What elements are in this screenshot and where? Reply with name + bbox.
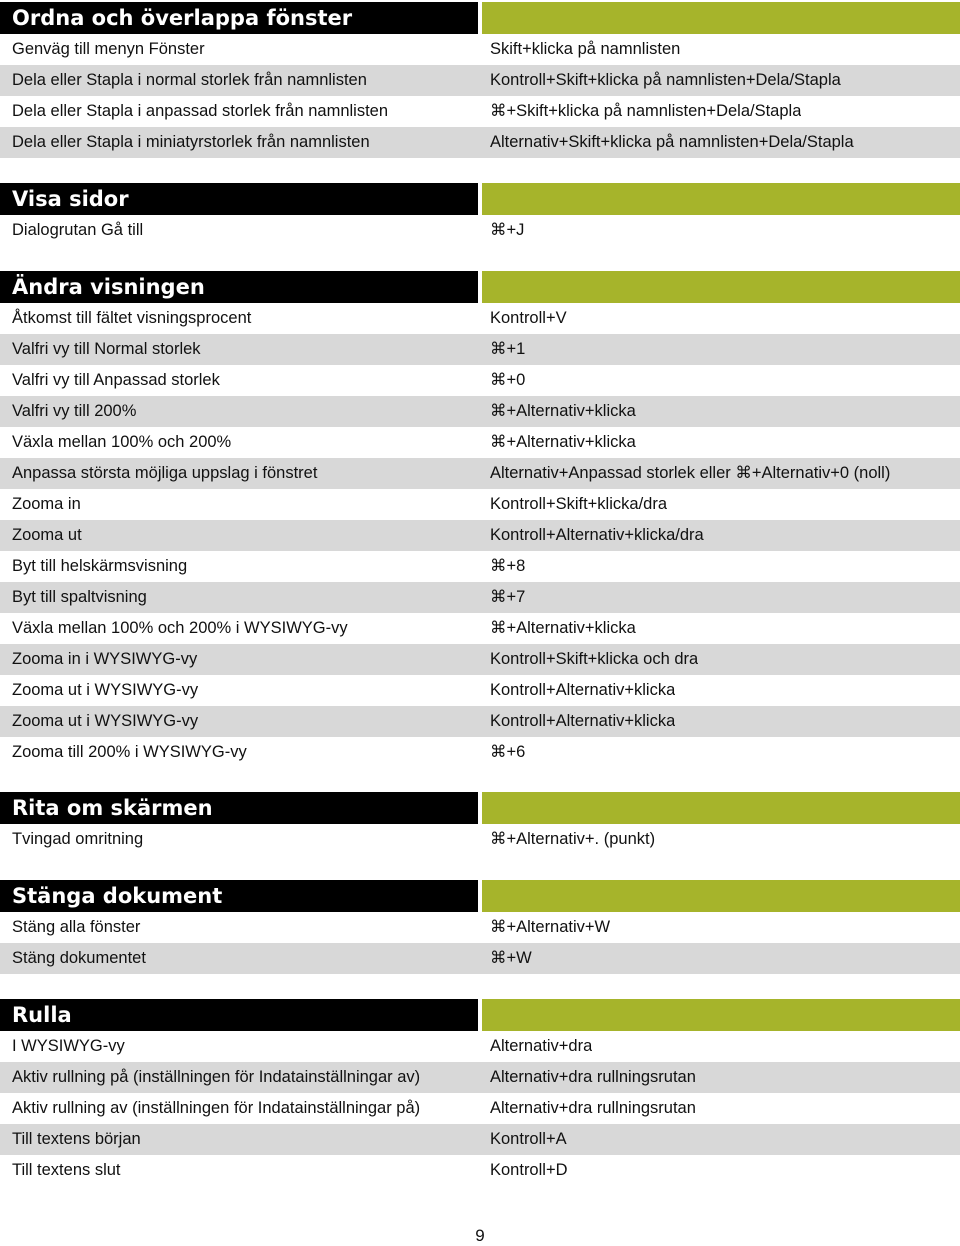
shortcut-row	[0, 551, 960, 582]
shortcut-row	[0, 912, 960, 943]
shortcut-description: Valfri vy till 200%	[12, 402, 137, 420]
section-header	[0, 183, 960, 215]
shortcut-keys: Alternativ+dra	[490, 1037, 593, 1055]
shortcut-keys: Kontroll+Alternativ+klicka/dra	[490, 526, 704, 544]
shortcut-row	[0, 65, 960, 96]
shortcut-keys: Kontroll+Skift+klicka på namnlisten+Dela/Stapla	[490, 71, 841, 89]
shortcut-keys: ⌘+J	[490, 221, 525, 239]
shortcut-row	[0, 737, 960, 768]
shortcut-keys: ⌘+W	[490, 949, 532, 967]
shortcut-keys: ⌘+Alternativ+klicka	[490, 402, 636, 420]
shortcut-row	[0, 1124, 960, 1155]
section-view-pages	[0, 183, 960, 246]
section-title: Stänga dokument	[0, 880, 478, 912]
shortcut-row	[0, 1031, 960, 1062]
shortcut-keys: ⌘+Alternativ+klicka	[490, 433, 636, 451]
shortcut-keys: Alternativ+dra rullningsrutan	[490, 1099, 696, 1117]
shortcut-row	[0, 127, 960, 158]
shortcut-keys: ⌘+Alternativ+. (punkt)	[490, 830, 656, 848]
shortcut-description: Stäng alla fönster	[12, 918, 141, 936]
shortcut-keys: Alternativ+Anpassad storlek eller ⌘+Alternativ+0 (noll)	[490, 464, 891, 482]
page-number: 9	[475, 1226, 485, 1245]
shortcut-keys: Kontroll+Skift+klicka/dra	[490, 495, 667, 513]
shortcut-row	[0, 303, 960, 334]
shortcut-description: Aktiv rullning på (inställningen för Indatainställningar av)	[12, 1068, 421, 1086]
section-header	[0, 880, 960, 912]
shortcut-description: Genväg till menyn Fönster	[12, 40, 205, 58]
shortcut-row	[0, 427, 960, 458]
shortcut-keys: Alternativ+Skift+klicka på namnlisten+Dela/Stapla	[490, 133, 854, 151]
shortcut-description: Zooma in i WYSIWYG-vy	[12, 650, 198, 668]
shortcut-description: Aktiv rullning av (inställningen för Indatainställningar på)	[12, 1099, 421, 1117]
shortcut-row	[0, 644, 960, 675]
shortcut-description: Stäng dokumentet	[12, 949, 146, 967]
section-title: Rita om skärmen	[0, 792, 478, 824]
section-header	[0, 792, 960, 824]
shortcut-row	[0, 1155, 960, 1186]
shortcut-keys: Kontroll+Alternativ+klicka	[490, 681, 676, 699]
shortcut-description: I WYSIWYG-vy	[12, 1037, 125, 1055]
shortcut-description: Zooma in	[12, 495, 81, 513]
shortcut-description: Växla mellan 100% och 200%	[12, 433, 232, 451]
shortcut-keys: ⌘+1	[490, 340, 526, 358]
shortcut-row	[0, 613, 960, 644]
shortcut-description: Dela eller Stapla i miniatyrstorlek från namnlisten	[12, 133, 370, 151]
shortcut-row	[0, 215, 960, 246]
shortcut-keys: ⌘+Alternativ+klicka	[490, 619, 636, 637]
shortcut-keys: Kontroll+D	[490, 1161, 568, 1179]
shortcut-keys: Kontroll+Skift+klicka och dra	[490, 650, 699, 668]
section-header	[0, 999, 960, 1031]
header-accent-bar	[482, 271, 960, 303]
shortcut-description: Valfri vy till Normal storlek	[12, 340, 201, 358]
shortcut-row	[0, 334, 960, 365]
shortcut-keys: ⌘+8	[490, 557, 526, 575]
shortcut-row	[0, 34, 960, 65]
shortcut-row	[0, 824, 960, 855]
header-accent-bar	[482, 2, 960, 34]
section-title: Ändra visningen	[0, 271, 478, 303]
shortcut-row	[0, 943, 960, 974]
shortcut-description: Växla mellan 100% och 200% i WYSIWYG-vy	[12, 619, 348, 637]
shortcut-description: Till textens slut	[12, 1161, 121, 1179]
shortcut-row	[0, 96, 960, 127]
shortcut-description: Dela eller Stapla i normal storlek från namnlisten	[12, 71, 367, 89]
shortcut-row	[0, 582, 960, 613]
shortcut-keys: ⌘+0	[490, 371, 526, 389]
shortcut-row	[0, 706, 960, 737]
shortcut-description: Zooma till 200% i WYSIWYG-vy	[12, 743, 247, 761]
section-title: Ordna och överlappa fönster	[0, 2, 478, 34]
shortcut-keys: Alternativ+dra rullningsrutan	[490, 1068, 696, 1086]
shortcut-description: Byt till spaltvisning	[12, 588, 147, 606]
section-scroll	[0, 999, 960, 1186]
shortcut-keys: Skift+klicka på namnlisten	[490, 40, 681, 58]
shortcut-row	[0, 675, 960, 706]
shortcut-row	[0, 365, 960, 396]
shortcut-description: Byt till helskärmsvisning	[12, 557, 188, 575]
shortcut-row	[0, 1062, 960, 1093]
shortcut-keys: ⌘+6	[490, 743, 526, 761]
section-redraw-screen	[0, 792, 960, 855]
shortcut-description: Åtkomst till fältet visningsprocent	[12, 309, 252, 327]
shortcut-row	[0, 458, 960, 489]
shortcut-description: Dialogrutan Gå till	[12, 221, 144, 239]
shortcut-description: Dela eller Stapla i anpassad storlek från namnlisten	[12, 102, 389, 120]
shortcut-keys: Kontroll+A	[490, 1130, 567, 1148]
section-title: Rulla	[0, 999, 478, 1031]
section-close-documents	[0, 880, 960, 974]
shortcut-description: Valfri vy till Anpassad storlek	[12, 371, 220, 389]
shortcut-row	[0, 520, 960, 551]
shortcut-description: Till textens början	[12, 1130, 141, 1148]
shortcut-description: Zooma ut i WYSIWYG-vy	[12, 681, 199, 699]
shortcut-keys: ⌘+7	[490, 588, 526, 606]
section-arrange-windows	[0, 2, 960, 158]
section-change-view	[0, 271, 960, 768]
shortcut-description: Zooma ut	[12, 526, 82, 544]
shortcut-keys: Kontroll+V	[490, 309, 567, 327]
header-accent-bar	[482, 880, 960, 912]
shortcut-description: Anpassa största möjliga uppslag i fönstret	[12, 464, 318, 482]
shortcut-description: Zooma ut i WYSIWYG-vy	[12, 712, 199, 730]
shortcut-row	[0, 489, 960, 520]
header-accent-bar	[482, 792, 960, 824]
shortcut-keys: Kontroll+Alternativ+klicka	[490, 712, 676, 730]
header-accent-bar	[482, 183, 960, 215]
section-title: Visa sidor	[0, 183, 478, 215]
shortcut-description: Tvingad omritning	[12, 830, 144, 848]
shortcut-row	[0, 1093, 960, 1124]
shortcut-row	[0, 396, 960, 427]
shortcut-keys: ⌘+Skift+klicka på namnlisten+Dela/Stapla	[490, 102, 802, 120]
header-accent-bar	[482, 999, 960, 1031]
section-header	[0, 2, 960, 34]
shortcut-keys: ⌘+Alternativ+W	[490, 918, 611, 936]
section-header	[0, 271, 960, 303]
